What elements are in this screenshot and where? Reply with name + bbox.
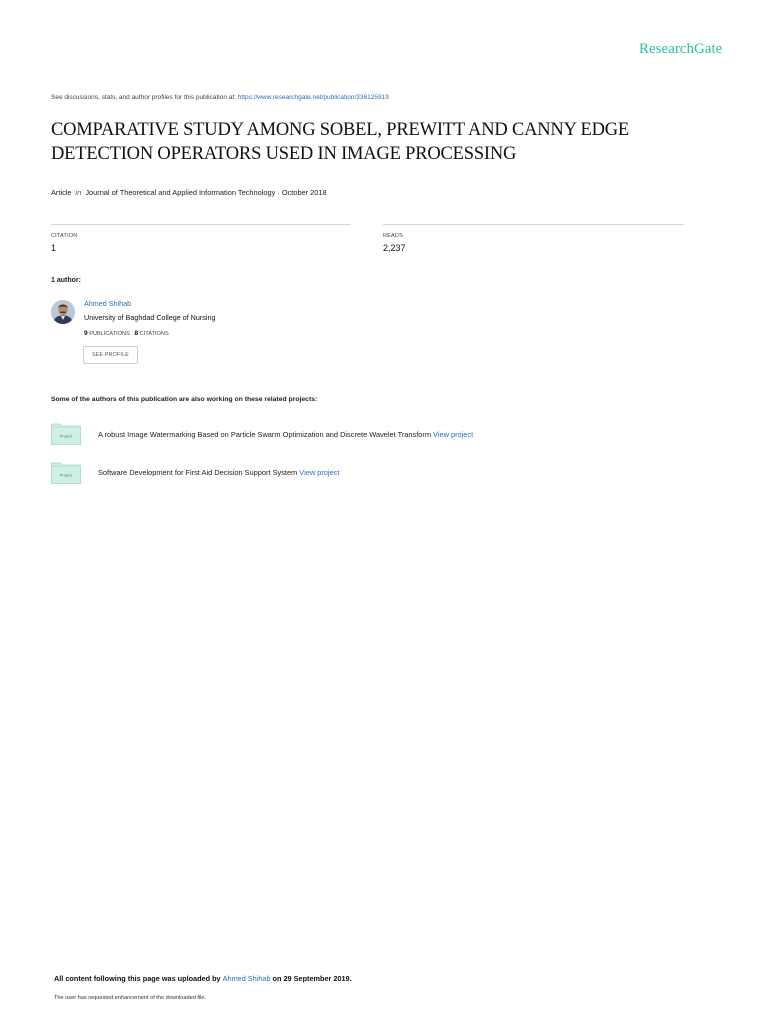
- project-title: Software Development for First Aid Decision Support System: [98, 468, 300, 477]
- project-item: [98, 468, 339, 477]
- publication-title: COMPARATIVE STUDY AMONG SOBEL, PREWITT AND CANNY EDGE DETECTION OPERATORS USED IN IMAGE PROCESSING: [51, 120, 630, 164]
- uploader-link[interactable]: Ahmed Shihab: [222, 974, 271, 983]
- upload-suffix: on 29 September 2019.: [270, 974, 352, 983]
- publications-count: 9: [84, 330, 88, 337]
- reads-value: 2,237: [383, 243, 406, 253]
- upload-notice: [54, 974, 352, 983]
- citation-value: 1: [51, 243, 57, 253]
- author-avatar[interactable]: [51, 300, 75, 324]
- view-project-link[interactable]: View project: [299, 468, 340, 477]
- divider-reads: [383, 224, 684, 225]
- author-stats: [84, 330, 169, 337]
- author-name-link[interactable]: Ahmed Shihab: [84, 299, 132, 308]
- discussions-text: See discussions, stats, and author profiles for this publication at:: [51, 94, 238, 101]
- see-profile-button[interactable]: SEE PROFILE: [83, 346, 138, 364]
- publications-label: PUBLICATIONS: [89, 331, 130, 337]
- reads-label: READS: [383, 233, 403, 239]
- authors-heading: 1 author:: [51, 277, 81, 284]
- upload-prefix: All content following this page was uploaded by: [54, 974, 223, 983]
- project-title: A robust Image Watermarking Based on Particle Swarm Optimization and Discrete Wavelet Transform: [98, 430, 434, 439]
- folder-icon: [51, 423, 81, 445]
- divider-citations: [51, 224, 351, 225]
- project-icon[interactable]: [51, 462, 81, 484]
- discussions-line: [51, 94, 389, 101]
- project-icon-label: Project: [59, 433, 73, 439]
- citations-label: CITATIONS: [139, 331, 169, 337]
- researchgate-logo[interactable]: ResearchGate: [639, 41, 723, 57]
- enhancement-note: The user has requested enhancement of the downloaded file.: [54, 995, 207, 1001]
- publication-meta: [51, 188, 327, 197]
- project-item: [98, 430, 473, 439]
- author-institution: University of Baghdad College of Nursing: [84, 313, 216, 322]
- person-icon: [51, 300, 75, 324]
- citations-count: 8: [134, 330, 139, 337]
- article-type: Article: [51, 188, 72, 197]
- folder-icon: [51, 462, 81, 484]
- journal-name[interactable]: Journal of Theoretical and Applied Information Technology · October 2018: [85, 188, 327, 197]
- publication-url-link[interactable]: https://www.researchgate.net/publication/336125919: [237, 94, 389, 101]
- project-icon-label: Project: [59, 472, 73, 478]
- project-icon[interactable]: [51, 423, 81, 445]
- view-project-link[interactable]: View project: [433, 430, 474, 439]
- related-projects-heading: Some of the authors of this publication are also working on these related projects:: [51, 396, 318, 403]
- citation-label: CITATION: [51, 233, 78, 239]
- in-word: in: [75, 188, 82, 197]
